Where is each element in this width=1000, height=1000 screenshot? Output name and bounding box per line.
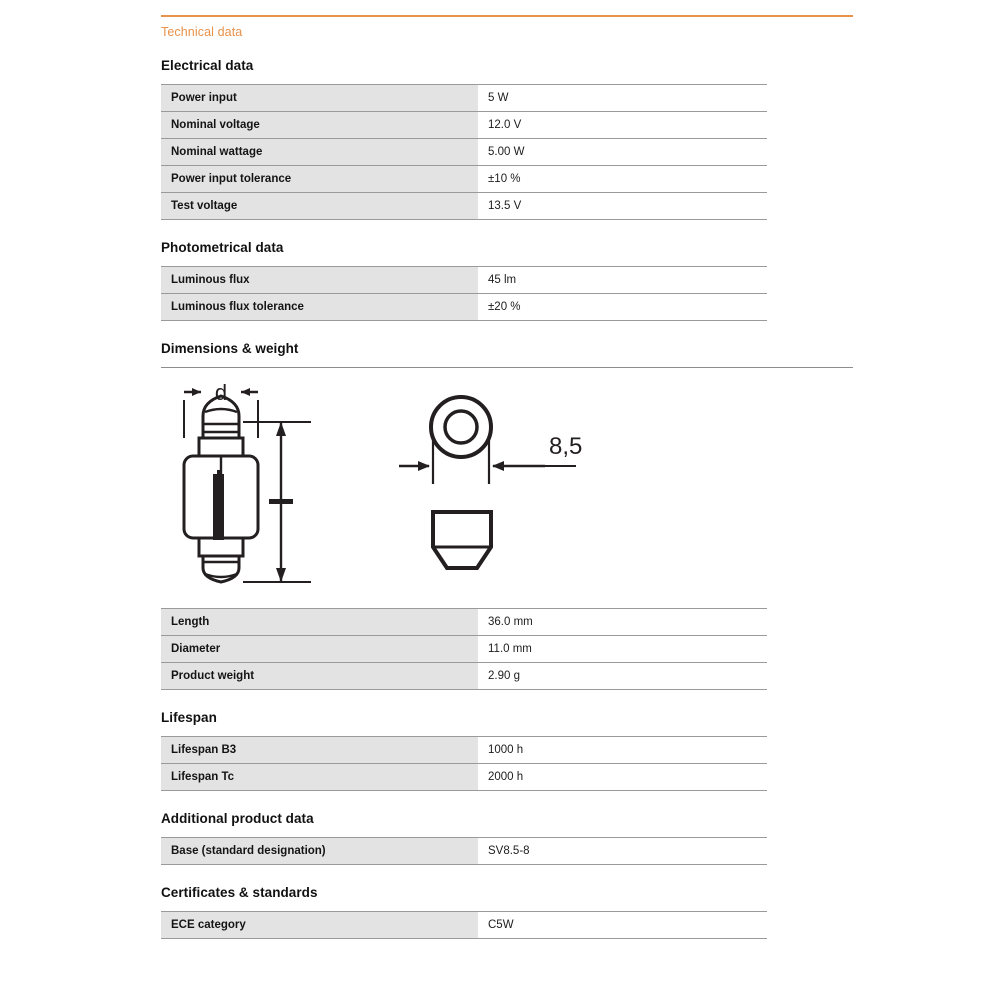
section-photometrical-data	[161, 240, 861, 321]
row-value: 2000 h	[478, 764, 767, 791]
section-additional-product-data	[161, 811, 861, 865]
bulb-technical-drawing	[161, 382, 853, 592]
table-row	[161, 139, 767, 166]
technical-data-label: Technical data	[161, 25, 243, 39]
section-lifespan	[161, 710, 861, 791]
table-row	[161, 838, 767, 865]
row-key: Product weight	[161, 663, 478, 690]
table-row	[161, 636, 767, 663]
table-row	[161, 764, 767, 791]
row-key: Lifespan B3	[161, 737, 478, 764]
row-key: Test voltage	[161, 193, 478, 220]
content-column	[161, 58, 861, 959]
table-row	[161, 663, 767, 690]
section-title: Electrical data	[161, 58, 254, 73]
table-row	[161, 166, 767, 193]
row-value: 2.90 g	[478, 663, 767, 690]
row-key: Power input	[161, 85, 478, 112]
section-electrical-data	[161, 58, 861, 220]
row-value: ±20 %	[478, 294, 767, 321]
accent-rule	[161, 15, 853, 17]
section-title: Photometrical data	[161, 240, 284, 255]
spec-table	[161, 84, 767, 220]
spec-table	[161, 911, 767, 939]
row-key: Diameter	[161, 636, 478, 663]
base-width-label: 8,5	[549, 433, 583, 460]
row-value: 11.0 mm	[478, 636, 767, 663]
section-title: Certificates & standards	[161, 885, 318, 900]
table-row	[161, 737, 767, 764]
diameter-label: d	[214, 382, 228, 405]
row-key: Base (standard designation)	[161, 838, 478, 865]
spec-table	[161, 266, 767, 321]
row-value: 45 lm	[478, 267, 767, 294]
row-value: C5W	[478, 912, 767, 939]
section-divider	[161, 367, 853, 368]
row-value: 5.00 W	[478, 139, 767, 166]
section-title: Lifespan	[161, 710, 217, 725]
row-key: Luminous flux tolerance	[161, 294, 478, 321]
section-dimensions-weight	[161, 341, 861, 690]
table-row	[161, 912, 767, 939]
table-row	[161, 294, 767, 321]
section-certificates-standards	[161, 885, 861, 939]
spec-table	[161, 736, 767, 791]
row-key: Luminous flux	[161, 267, 478, 294]
row-value: ±10 %	[478, 166, 767, 193]
row-key: Power input tolerance	[161, 166, 478, 193]
row-key: ECE category	[161, 912, 478, 939]
row-value: 12.0 V	[478, 112, 767, 139]
row-key: Nominal voltage	[161, 112, 478, 139]
table-row	[161, 267, 767, 294]
row-value: 36.0 mm	[478, 609, 767, 636]
row-value: 1000 h	[478, 737, 767, 764]
row-key: Nominal wattage	[161, 139, 478, 166]
row-value: 5 W	[478, 85, 767, 112]
section-title: Dimensions & weight	[161, 341, 299, 356]
spec-table	[161, 608, 767, 690]
row-value: SV8.5-8	[478, 838, 767, 865]
table-row	[161, 85, 767, 112]
row-key: Lifespan Tc	[161, 764, 478, 791]
row-value: 13.5 V	[478, 193, 767, 220]
table-row	[161, 193, 767, 220]
table-row	[161, 609, 767, 636]
section-title: Additional product data	[161, 811, 314, 826]
spec-table	[161, 837, 767, 865]
bulb-diagram-svg	[161, 382, 853, 592]
table-row	[161, 112, 767, 139]
row-key: Length	[161, 609, 478, 636]
